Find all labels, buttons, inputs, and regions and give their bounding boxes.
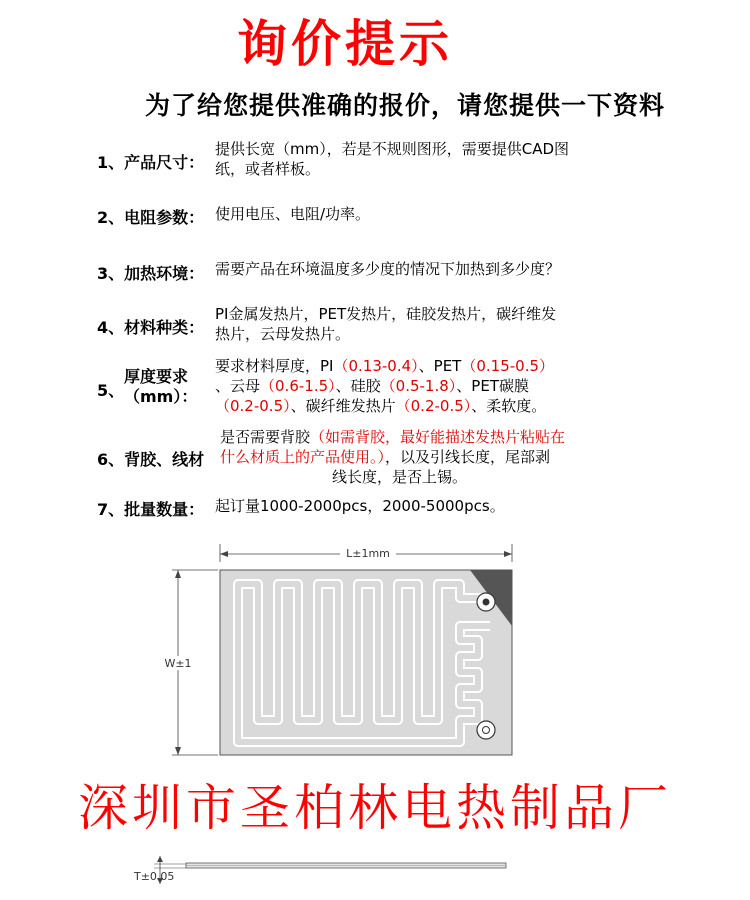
page-subtitle: 为了给您提供准确的报价，请您提供一下资料 bbox=[144, 91, 665, 120]
item-label-thickness-line1: 厚度要求 bbox=[124, 367, 189, 386]
thickness-range-mica: （0.6-1.5） bbox=[260, 377, 336, 395]
item-text-environment: 需要产品在环境温度多少度的情况下加热到多少度？ bbox=[215, 260, 561, 278]
company-name: 深圳市圣柏林电热制品厂 bbox=[78, 779, 672, 837]
item-label-quantity: 7、批量数量： bbox=[97, 500, 205, 519]
length-label: L±1mm bbox=[346, 547, 390, 560]
item-text-size-1: 提供长宽（mm），若是不规则图形，需要提供CAD图 bbox=[215, 140, 570, 158]
thickness-text-3b: 、碳纤维发热片 bbox=[290, 397, 396, 415]
item-text-adhesive-2 bbox=[220, 447, 550, 467]
thickness-text-2c: 、硅胶 bbox=[335, 377, 381, 395]
item-label-thickness-line2: （mm）： bbox=[124, 387, 198, 406]
adhesive-text-1a: 是否需要背胶 bbox=[220, 428, 311, 446]
terminal-bottom-hole bbox=[483, 727, 490, 734]
item-label-size: 1、产品尺寸： bbox=[97, 153, 205, 172]
thickness-label: T±0.05 bbox=[134, 870, 175, 883]
thickness-range-pet: （0.15-0.5） bbox=[461, 357, 555, 375]
item-label-material: 4、材料种类： bbox=[97, 318, 205, 337]
thickness-range-pet-carbon: （0.2-0.5） bbox=[215, 397, 291, 415]
adhesive-note-2: 什么材质上的产品使用。） bbox=[220, 448, 386, 466]
heater-diagram bbox=[160, 540, 540, 780]
item-text-thickness-1 bbox=[215, 356, 554, 376]
item-text-size-2: 纸，或者样板。 bbox=[215, 160, 321, 178]
item-text-thickness-3 bbox=[215, 396, 546, 416]
item-text-adhesive-3: 线长度，是否上锡。 bbox=[332, 468, 468, 486]
width-arrow-top bbox=[175, 570, 181, 578]
item-label-adhesive: 6、背胶、线材 bbox=[97, 450, 205, 469]
item-label-resistance: 2、电阻参数： bbox=[97, 208, 205, 227]
thickness-range-pi: （0.13-0.4） bbox=[333, 357, 419, 375]
width-arrow-bottom bbox=[175, 747, 181, 755]
length-arrow-right bbox=[504, 551, 512, 557]
item-text-thickness-2 bbox=[215, 376, 529, 396]
item-label-thickness bbox=[124, 367, 197, 407]
thickness-text-2e: 、PET碳膜 bbox=[456, 377, 529, 395]
thickness-text-1c: 、PET bbox=[418, 357, 462, 375]
item-text-material-2: 热片，云母发热片。 bbox=[215, 325, 351, 343]
item-text-quantity: 起订量1000-2000pcs，2000-5000pcs。 bbox=[215, 497, 505, 515]
length-arrow-left bbox=[220, 551, 228, 557]
item-label-environment: 3、加热环境： bbox=[97, 264, 205, 283]
thickness-text-2a: 、云母 bbox=[215, 377, 261, 395]
page-title: 询价提示 bbox=[237, 14, 453, 73]
item-text-resistance: 使用电压、电阻/功率。 bbox=[215, 205, 371, 223]
adhesive-text-2b: ，以及引线长度，尾部剥 bbox=[385, 448, 551, 466]
width-label: W±1 bbox=[164, 657, 192, 670]
item-text-adhesive-1 bbox=[220, 427, 565, 447]
thickness-arrow-top bbox=[157, 856, 163, 862]
terminal-top-hole bbox=[483, 599, 490, 606]
thickness-text-3d: 、柔软度。 bbox=[471, 397, 547, 415]
item-label-thickness-num: 5、 bbox=[97, 381, 125, 400]
thickness-range-silicone: （0.5-1.8） bbox=[380, 377, 457, 395]
item-text-material-1: PI金属发热片，PET发热片，硅胶发热片，碳纤维发 bbox=[215, 305, 557, 323]
adhesive-note-1: （如需背胶，最好能描述发热片粘贴在 bbox=[310, 428, 566, 446]
thickness-range-carbon-fiber: （0.2-0.5） bbox=[395, 397, 472, 415]
thickness-side-view bbox=[130, 850, 550, 890]
thickness-text-1a: 要求材料厚度，PI bbox=[215, 357, 334, 375]
